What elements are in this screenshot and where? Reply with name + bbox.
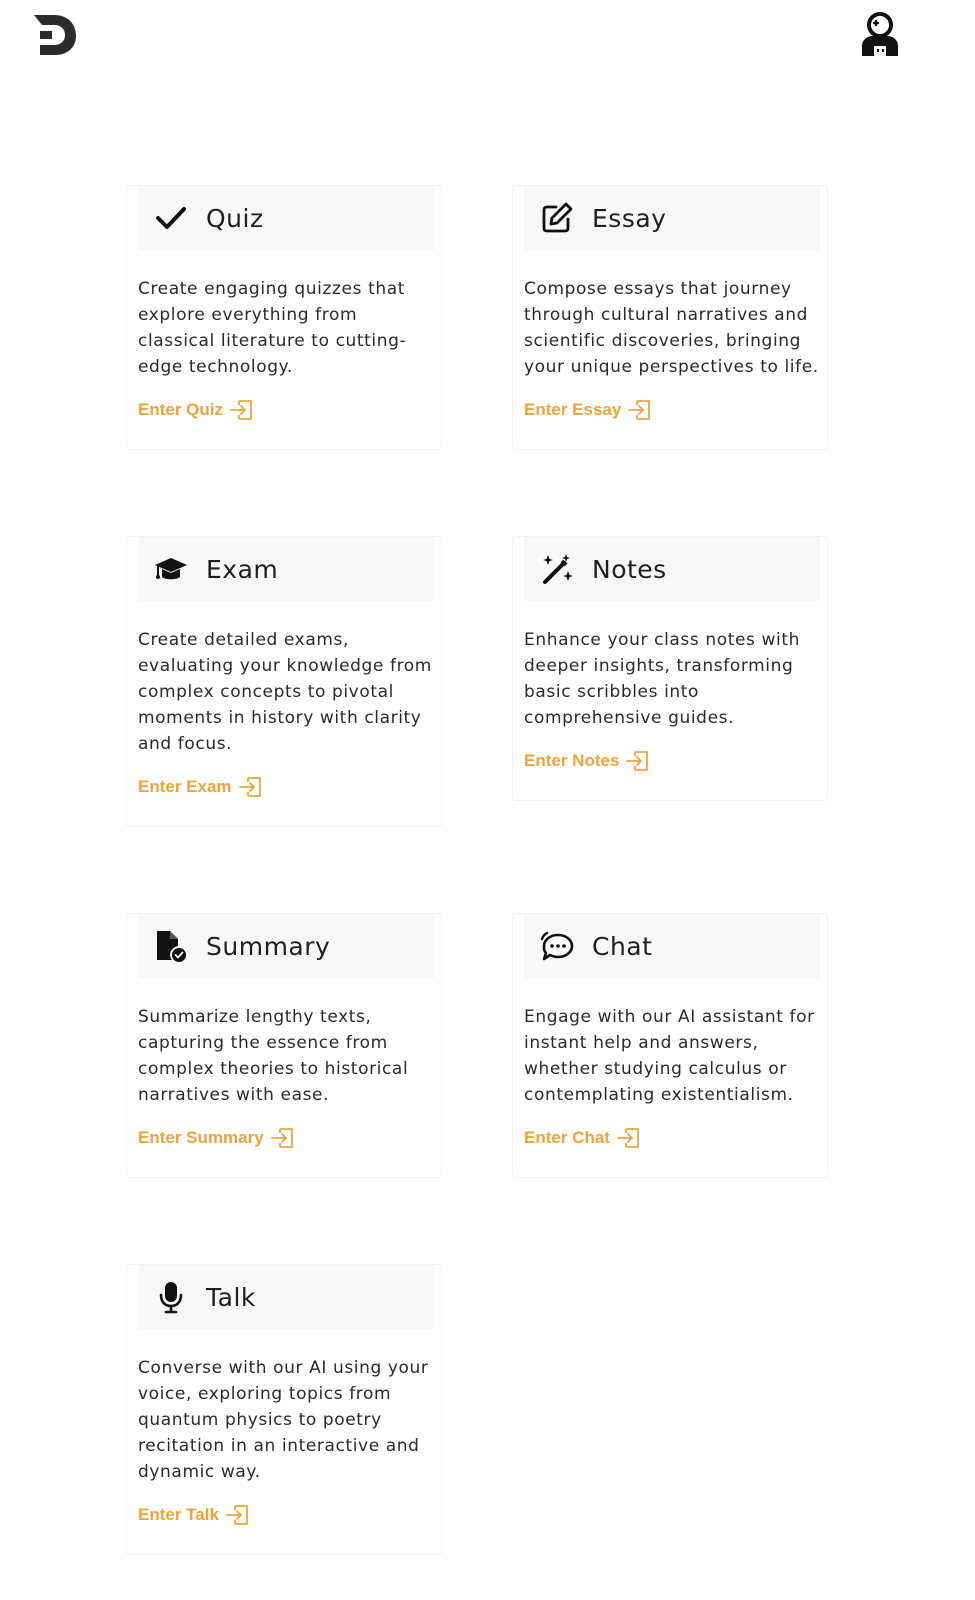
enter-arrow-icon bbox=[616, 1126, 642, 1150]
card-quiz bbox=[126, 185, 442, 450]
enter-arrow-icon bbox=[625, 749, 651, 773]
card-description: Create engaging quizzes that explore everything from classical literature to cutting-edge technology. bbox=[138, 279, 407, 377]
card-notes bbox=[512, 536, 828, 801]
card-header bbox=[524, 186, 820, 250]
chat-bubble-icon bbox=[540, 929, 574, 963]
card-description: Compose essays that journey through cultural narratives and scientific discoveries, bringing your unique perspectives to life. bbox=[524, 279, 819, 377]
enter-talk-link[interactable] bbox=[138, 1503, 251, 1527]
card-title: Notes bbox=[592, 554, 667, 584]
card-header bbox=[138, 186, 434, 250]
card-header bbox=[524, 537, 820, 601]
link-label: Enter Essay bbox=[524, 400, 622, 419]
link-label: Enter Exam bbox=[138, 777, 232, 796]
enter-arrow-icon bbox=[270, 1126, 296, 1150]
enter-arrow-icon bbox=[627, 398, 653, 422]
enter-summary-link[interactable] bbox=[138, 1126, 296, 1150]
edit-icon bbox=[540, 201, 574, 235]
link-label: Enter Chat bbox=[524, 1128, 610, 1147]
microphone-icon bbox=[154, 1280, 188, 1314]
card-title: Summary bbox=[206, 931, 331, 961]
card-title: Chat bbox=[592, 931, 653, 961]
card-description: Engage with our AI assistant for instant help and answers, whether studying calculus or contemplating existentialism. bbox=[524, 1007, 815, 1105]
link-label: Enter Quiz bbox=[138, 400, 224, 419]
enter-arrow-icon bbox=[225, 1503, 251, 1527]
magic-wand-icon bbox=[540, 552, 574, 586]
link-label: Enter Talk bbox=[138, 1505, 219, 1524]
card-description: Converse with our AI using your voice, exploring topics from quantum physics to poetry recitation in an interactive and dynamic way. bbox=[138, 1358, 429, 1482]
checkmark-icon bbox=[154, 201, 188, 235]
enter-essay-link[interactable] bbox=[524, 398, 653, 422]
card-header bbox=[138, 1265, 434, 1329]
card-summary bbox=[126, 913, 442, 1178]
link-label: Enter Summary bbox=[138, 1128, 264, 1147]
card-essay bbox=[512, 185, 828, 450]
card-title: Talk bbox=[206, 1282, 256, 1312]
enter-exam-link[interactable] bbox=[138, 775, 264, 799]
card-talk bbox=[126, 1264, 442, 1555]
file-check-icon bbox=[154, 929, 188, 963]
card-chat bbox=[512, 913, 828, 1178]
card-header bbox=[138, 537, 434, 601]
card-description: Summarize lengthy texts, capturing the essence from complex theories to historical narratives with ease. bbox=[138, 1007, 409, 1105]
card-title: Exam bbox=[206, 554, 279, 584]
user-avatar-icon[interactable] bbox=[858, 10, 902, 58]
d-logo-icon[interactable] bbox=[32, 12, 78, 58]
card-title: Quiz bbox=[206, 203, 264, 233]
card-header bbox=[138, 914, 434, 978]
card-description: Enhance your class notes with deeper insights, transforming basic scribbles into comprehensive guides. bbox=[524, 630, 800, 728]
enter-arrow-icon bbox=[229, 398, 255, 422]
card-description: Create detailed exams, evaluating your knowledge from complex concepts to pivotal moments in history with clarity and focus. bbox=[138, 630, 432, 754]
link-label: Enter Notes bbox=[524, 751, 620, 770]
card-header bbox=[524, 914, 820, 978]
graduation-cap-icon bbox=[154, 552, 188, 586]
enter-arrow-icon bbox=[238, 775, 264, 799]
card-exam bbox=[126, 536, 442, 827]
card-title: Essay bbox=[592, 203, 667, 233]
enter-notes-link[interactable] bbox=[524, 749, 651, 773]
enter-chat-link[interactable] bbox=[524, 1126, 642, 1150]
enter-quiz-link[interactable] bbox=[138, 398, 255, 422]
